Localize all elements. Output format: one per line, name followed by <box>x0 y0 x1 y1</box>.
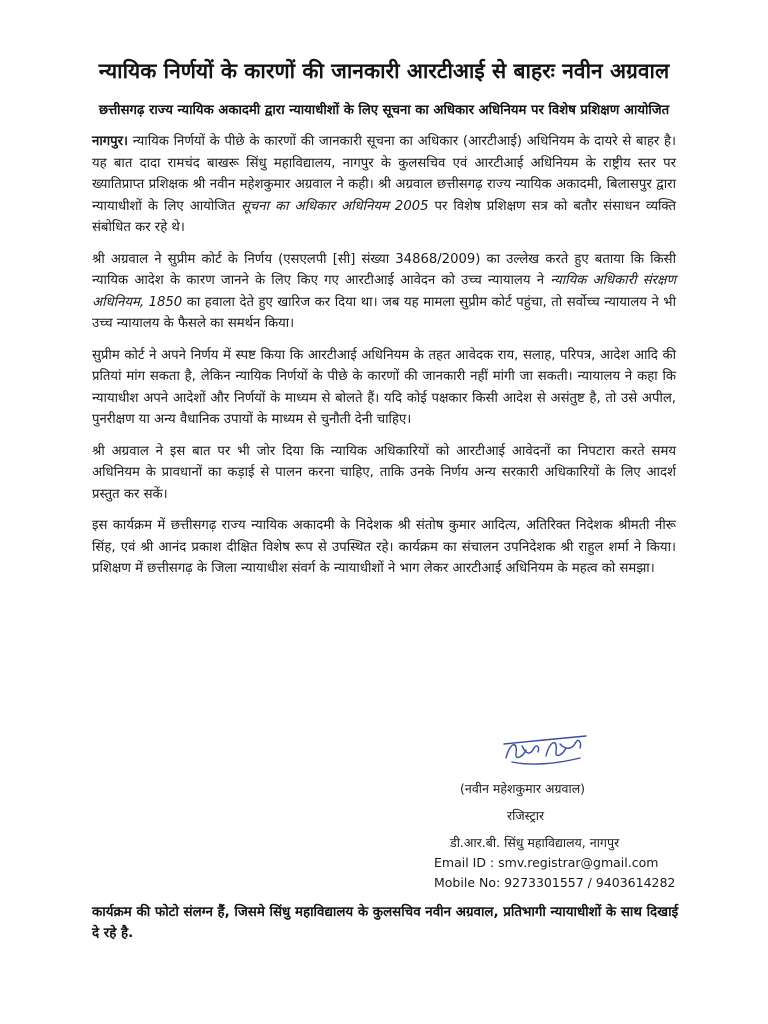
signatory-designation: रजिस्ट्रार <box>507 808 545 823</box>
act-name-rti: सूचना का अधिकार अधिनियम 2005 <box>240 198 429 214</box>
paragraph-2 <box>92 249 676 335</box>
act-name-judicial-officers: न्यायिक अधिकारी संरक्षण अधिनियम, 1850 <box>92 273 676 310</box>
paragraph-5: इस कार्यक्रम में छत्तीसगढ़ राज्य न्यायिक अकादमी के निदेशक श्री संतोष कुमार आदित्य, अतिरिक्त निदेशक श्रीमती नीरू सिंह, एवं श्री आनंद प्रकाश दीक्षित विशेष रूप से उपस्थित रहे। कार्यक्रम का संचालन उपनिदेशक श्री राहुल शर्मा ने किया। प्रशिक्षण में छत्तीसगढ़ के जिला न्यायाधीश संवर्ग के न्यायाधीशों ने भाग लेकर आरटीआई अधिनियम के महत्व को समझा। <box>92 518 676 576</box>
signatory-email: Email ID : smv.registrar@gmail.com <box>434 855 659 870</box>
photo-caption-note: कार्यक्रम की फोटो संलग्न हैं, जिसमे सिंधु महाविद्यालय के कुलसचिव नवीन अग्रवाल, प्रतिभागी न्यायाधीशों के साथ दिखाई दे रहे है. <box>92 905 679 941</box>
paragraph-1-text-b: पर विशेष प्रशिक्षण सत्र को बतौर संसाधन व्यक्ति संबोधित कर रहे थे। <box>92 198 677 235</box>
paragraph-1 <box>92 131 676 239</box>
article-title: न्यायिक निर्णयों के कारणों की जानकारी आरटीआई से बाहरः नवीन अग्रवाल <box>98 59 670 83</box>
paragraph-2-text-b: का हवाला देते हुए खारिज कर दिया था। जब यह मामला सुप्रीम कोर्ट पहुंचा, तो सर्वोच्च न्यायालय ने भी उच्च न्यायालय के फैसले का समर्थन किया। <box>92 294 676 331</box>
article-subtitle: छत्तीसगढ़ राज्य न्यायिक अकादमी द्वारा न्यायाधीशों के लिए सूचना का अधिकार अधिनियम पर विशेष प्रशिक्षण आयोजित <box>98 103 670 118</box>
paragraph-1-text-a: न्यायिक निर्णयों के पीछे के कारणों की जानकारी सूचना का अधिकार (आरटीआई) अधिनियम के दायरे से बाहर है। यह बात दादा रामचंद बाखरू सिंधु महाविद्यालय, नागपुर के कुलसचिव एवं आरटीआई अधिनियम के राष्ट्रीय स्तर पर ख्यातिप्राप्त प्रशिक्षक श्री नवीन महेशकुमार अग्रवाल ने कही। श्री अग्रवाल छत्तीसगढ़ राज्य न्यायिक अकादमी, बिलासपुर द्वारा न्यायाधीशों के लिए आयोजित <box>92 134 676 214</box>
signatory-institution: डी.आर.बी. सिंधु महाविद्यालय, नागपुर <box>450 835 620 850</box>
paragraph-2-text-a: श्री अग्रवाल ने सुप्रीम कोर्ट के निर्णय (एसएलपी [सी] संख्या 34868/2009) का उल्लेख करते हुए बताया कि किसी न्यायिक आदेश के कारण जानने के लिए किए गए आरटीआई आवेदन को उच्च न्यायालय ने <box>92 251 676 288</box>
signatory-name: (नवीन महेशकुमार अग्रवाल) <box>460 781 586 796</box>
signatory-mobile: Mobile No: 9273301557 / 9403614282 <box>434 875 676 890</box>
paragraph-4: श्री अग्रवाल ने इस बात पर भी जोर दिया कि न्यायिक अधिकारियों को आरटीआई आवेदनों का निपटारा करते समय अधिनियम के प्रावधानों का कड़ाई से पालन करना चाहिए, ताकि उनके निर्णय अन्य सरकारी अधिकारियों के लिए आदर्श प्रस्तुत कर सकें। <box>92 443 676 502</box>
paragraph-3: सुप्रीम कोर्ट ने अपने निर्णय में स्पष्ट किया कि आरटीआई अधिनियम के तहत आवेदक राय, सलाह, परिपत्र, आदेश आदि की प्रतियां मांग सकता है, लेकिन न्यायिक निर्णयों के पीछे के कारणों की जानकारी नहीं मांगी जा सकती। न्यायालय ने कहा कि न्यायाधीश अपने आदेशों और निर्णयों के माध्यम से बोलते हैं। यदि कोई पक्षकार किसी आदेश से असंतुष्ट है, तो उसे अपील, पुनरीक्षण या अन्य वैधानिक उपायों के माध्यम से चुनौती देनी चाहिए। <box>92 347 676 427</box>
dateline: नागपुर। <box>92 134 129 149</box>
handwritten-signature <box>500 728 590 772</box>
